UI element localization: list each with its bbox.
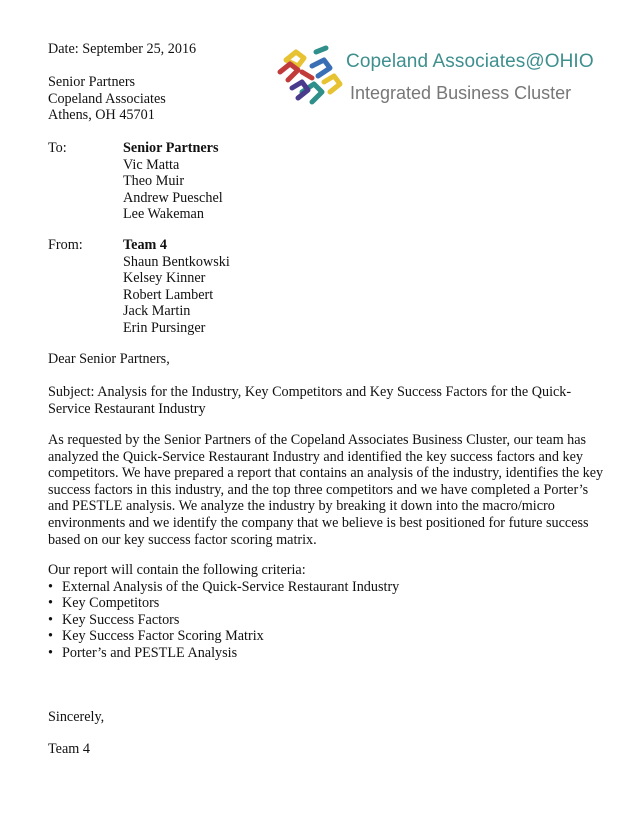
recipient-line: Athens, OH 45701	[48, 107, 155, 124]
subject-text: Subject: Analysis for the Industry, Key Competitors and Key Success Factors for the Quick-	[48, 384, 572, 400]
criteria-item	[48, 612, 608, 629]
from-name: Jack Martin	[123, 303, 191, 320]
bullet-icon: •	[48, 644, 53, 661]
recipient-line: Senior Partners	[48, 74, 136, 90]
closing: Sincerely,	[48, 709, 105, 725]
signature: Team 4	[48, 741, 90, 757]
bullet-icon: •	[48, 578, 53, 595]
criteria-intro: Our report will contain the following criteria:	[48, 562, 306, 578]
criteria-item	[48, 595, 608, 612]
logo-subtitle: Integrated Business Cluster	[350, 83, 572, 103]
bullet-icon: •	[48, 628, 53, 645]
from-heading: Team 4	[123, 237, 168, 253]
to-label: To:	[48, 140, 67, 156]
criteria-item	[48, 579, 608, 596]
body-line: competitors. We have prepared a report that contains an analysis of the industry, identifies the key	[48, 465, 604, 482]
to-name: Lee Wakeman	[123, 206, 204, 223]
recipient-line: Copeland Associates	[48, 90, 166, 107]
joined-hands-logo-icon	[272, 42, 348, 114]
from-name: Kelsey Kinner	[123, 270, 206, 287]
body-line: As requested by the Senior Partners of the Copeland Associates Business Cluster, our team has	[48, 432, 587, 448]
criteria-item-text: Porter’s and PESTLE Analysis	[62, 644, 238, 661]
subject-text: Service Restaurant Industry	[48, 400, 206, 417]
criteria-item	[48, 628, 608, 645]
logo-title: Copeland Associates@OHIO	[346, 51, 594, 72]
from-senders	[123, 237, 230, 337]
to-name: Theo Muir	[123, 173, 185, 190]
bullet-icon: •	[48, 595, 53, 612]
from-label: From:	[48, 237, 83, 253]
criteria-item-text: Key Success Factors	[62, 611, 180, 628]
recipient-address	[48, 74, 166, 124]
salutation: Dear Senior Partners,	[48, 351, 170, 367]
body-line: environments and we identify the company that we believe is best positioned for future success	[48, 514, 589, 531]
from-name: Robert Lambert	[123, 286, 214, 303]
copeland-logo	[272, 42, 592, 114]
criteria-item-text: Key Success Factor Scoring Matrix	[62, 628, 264, 645]
from-name: Erin Pursinger	[123, 319, 206, 336]
bullet-icon: •	[48, 611, 53, 628]
criteria-section	[48, 562, 608, 662]
to-name: Andrew Pueschel	[123, 189, 223, 206]
letter-date	[48, 41, 196, 58]
body-line: based on our key success factor scoring matrix.	[48, 531, 317, 548]
body-line: success factors in this industry, and the top three competitors and we have completed a Porter’s	[48, 481, 589, 498]
date-text: Date: September 25, 2016	[48, 41, 197, 57]
criteria-item-text: Key Competitors	[62, 595, 160, 612]
to-heading: Senior Partners	[123, 140, 219, 156]
to-name: Vic Matta	[123, 156, 180, 173]
to-recipients	[123, 140, 223, 223]
body-line: analyzed the Quick-Service Restaurant Industry and identified the key success factors and key	[48, 448, 583, 465]
criteria-item	[48, 645, 608, 662]
subject-line	[48, 384, 608, 417]
body-paragraph	[48, 432, 608, 548]
criteria-item-text: External Analysis of the Quick-Service Restaurant Industry	[62, 578, 400, 595]
from-name: Shaun Bentkowski	[123, 253, 230, 270]
body-line: and PESTLE analysis. We analyze the industry by breaking it down into the macro/micro	[48, 498, 555, 515]
